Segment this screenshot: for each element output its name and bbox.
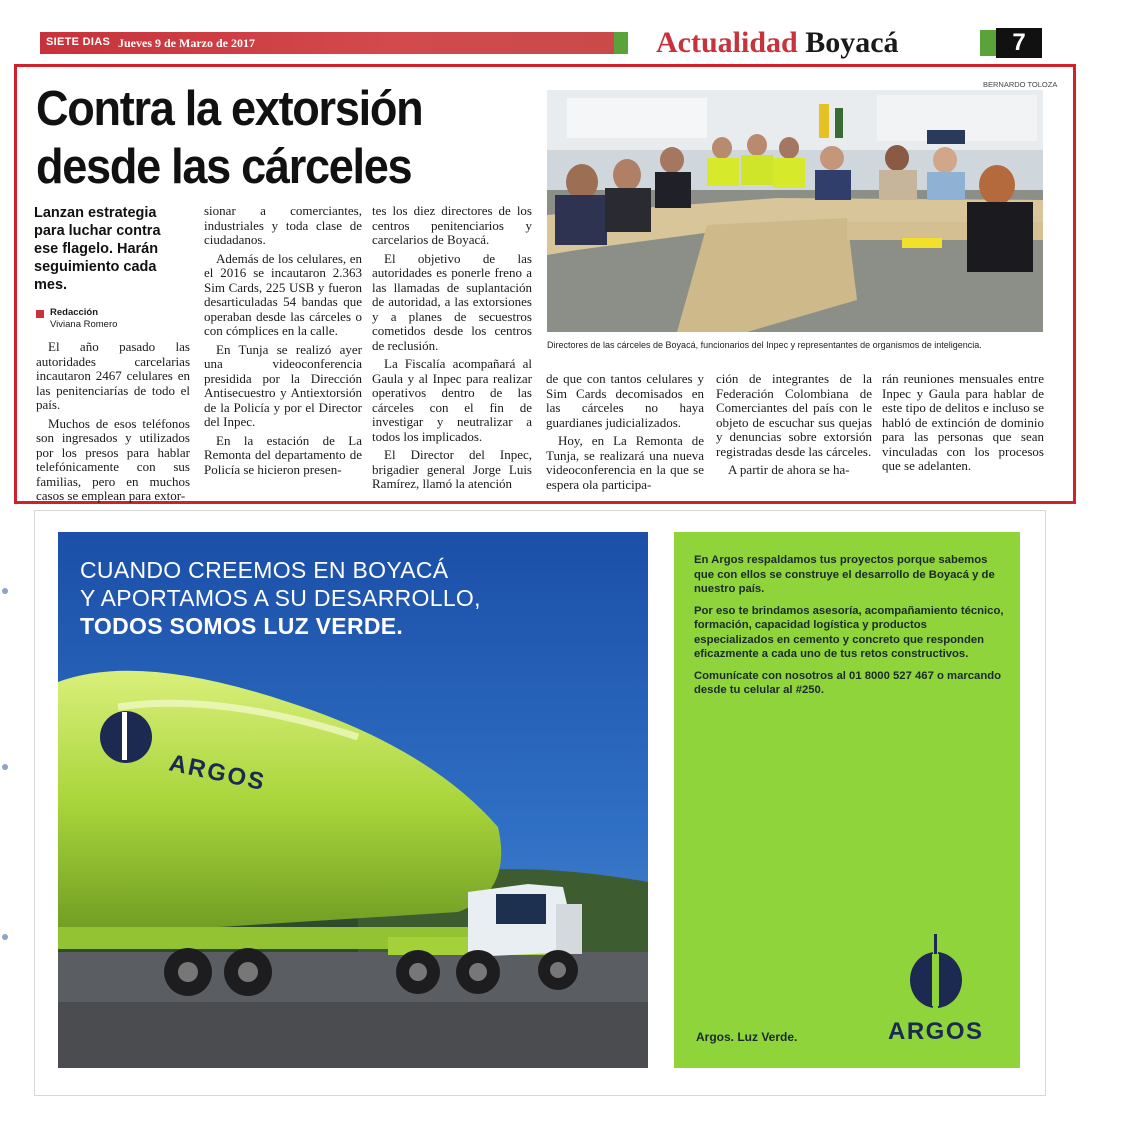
ad-headline — [80, 556, 481, 640]
paragraph: Además de los celulares, en el 2016 se incautaron 2.363 Sim Cards, 225 USB y fueron desarticuladas 54 bandas que operaban desde las cárceles o con cómplices en la calle. — [204, 250, 362, 338]
ad-slogan: Argos. Luz Verde. — [696, 1030, 798, 1044]
ad-body-text — [694, 553, 1008, 698]
paragraph: tes los diez directores de los centros penitenciarios y carcelarios de Boyacá. — [372, 203, 532, 247]
section-title-secondary: Boyacá — [805, 26, 899, 59]
article-column-6 — [882, 372, 1044, 474]
article-deck: Lanzan estrategia para luchar contra ese flagelo. Harán seguimiento cada mes. — [34, 205, 161, 293]
margin-dot — [2, 764, 8, 770]
paragraph: sionar a comerciantes, industriales y toda clase de ciudadanos. — [204, 203, 362, 247]
section-title — [656, 26, 899, 60]
article-headline — [36, 80, 505, 196]
byline-author: Viviana Romero — [50, 319, 118, 330]
paragraph: El año pasado las autoridades carcelarias incautaron 2467 celulares en las penitenciarías de todo el país. — [36, 339, 190, 412]
photo-credit: BERNARDO TOLOZA — [983, 80, 1058, 89]
paragraph: rán reuniones mensuales entre Inpec y Gaula para hablar de este tipo de delitos e incluso se habló de extinción de dominio para las personas que sean vinculadas con los procesos que se adelanten. — [882, 371, 1044, 473]
paragraph: A partir de ahora se ha- — [728, 462, 850, 477]
margin-dot — [2, 934, 8, 940]
section-title-primary: Actualidad — [656, 26, 798, 59]
ad-paragraph: En Argos respaldamos tus proyectos porque sabemos que con ellos se construye el desarrollo de Boyacá y de nuestro país. — [694, 554, 995, 595]
paragraph: Muchos de esos teléfonos son ingresados y utilizados por los presos para hablar telefónicamente con sus familias, pero en muchos casos se emplean para extor- — [36, 415, 190, 503]
publication-brand: SIETE DIAS — [46, 36, 111, 48]
paragraph: El objetivo de las autoridades es ponerle freno a las llamadas de suplantación de autoridad, a las extorsiones y a planes de secuestros cometidos desde los centros de reclusión. — [372, 250, 532, 353]
article-column-1 — [36, 340, 190, 504]
argos-logo-wordmark: ARGOS — [888, 1018, 984, 1045]
headline-line-2: desde las cárceles — [36, 140, 412, 194]
ad-headline-line-1: CUANDO CREEMOS EN BOYACÁ — [80, 557, 449, 583]
article-column-4 — [546, 372, 704, 492]
paragraph: El Director del Inpec, brigadier general Jorge Luis Ramírez, llamó la atención — [372, 447, 532, 491]
ad-contact-paragraph: Comunícate con nosotros al 01 8000 527 467 o marcando desde tu celular al #250. — [694, 669, 1002, 696]
truck-brand-text: ARGOS — [166, 749, 269, 797]
header-accent — [614, 32, 628, 54]
ad-headline-line-2: Y APORTAMOS A SU DESARROLLO, — [80, 585, 481, 611]
article-photo — [547, 90, 1043, 332]
issue-date: Jueves 9 de Marzo de 2017 — [118, 36, 255, 50]
paragraph: La Fiscalía acompañará al Gaula y al Inpec para realizar operativos dentro de las cárceles con el fin de investigar y neutralizar a todos los implicados. — [372, 356, 532, 444]
article-column-3 — [372, 204, 532, 492]
ad-headline-line-3: TODOS SOMOS LUZ VERDE. — [80, 613, 404, 639]
paragraph: En la estación de La Remonta del departamento de Policía se hicieron presen- — [204, 432, 362, 477]
byline-marker — [36, 310, 44, 318]
margin-dot — [2, 588, 8, 594]
ad-paragraph: Por eso te brindamos asesoría, acompañamiento técnico, formación, capacidad logística y productos especializados en cemento y concreto que responden eficazmente a cada uno de tus retos constructivos. — [694, 604, 1004, 660]
article-column-5 — [716, 372, 872, 478]
paragraph: ción de integrantes de la Federación Colombiana de Comerciantes del país con le objeto de escuchar sus quejas y denuncias sobre extorsión registradas desde las cárceles. — [716, 371, 872, 459]
photo-caption: Directores de las cárceles de Boyacá, funcionarios del Inpec y representantes de organismos de inteligencia. — [547, 340, 982, 350]
byline-label: Redacción — [50, 307, 99, 318]
meeting-photo-illustration — [547, 90, 1043, 332]
page-number: 7 — [996, 28, 1042, 58]
paragraph: de que con tantos celulares y Sim Cards decomisados en las cárceles no haya guardianes judicializados. — [546, 371, 704, 430]
paragraph: Hoy, en La Remonta de Tunja, se realizará una nueva videoconferencia en la que se espera ola participa- — [546, 433, 704, 492]
article-column-2 — [204, 204, 362, 477]
argos-logo-icon — [908, 930, 964, 1014]
page-number-accent — [980, 30, 996, 56]
paragraph: En Tunja se realizó ayer una videoconferencia presidida por la Dirección Antisecuestro y Antiextorsión de la Policía y por el Director del Inpec. — [204, 341, 362, 429]
headline-line-1: Contra la extorsión — [36, 82, 423, 136]
